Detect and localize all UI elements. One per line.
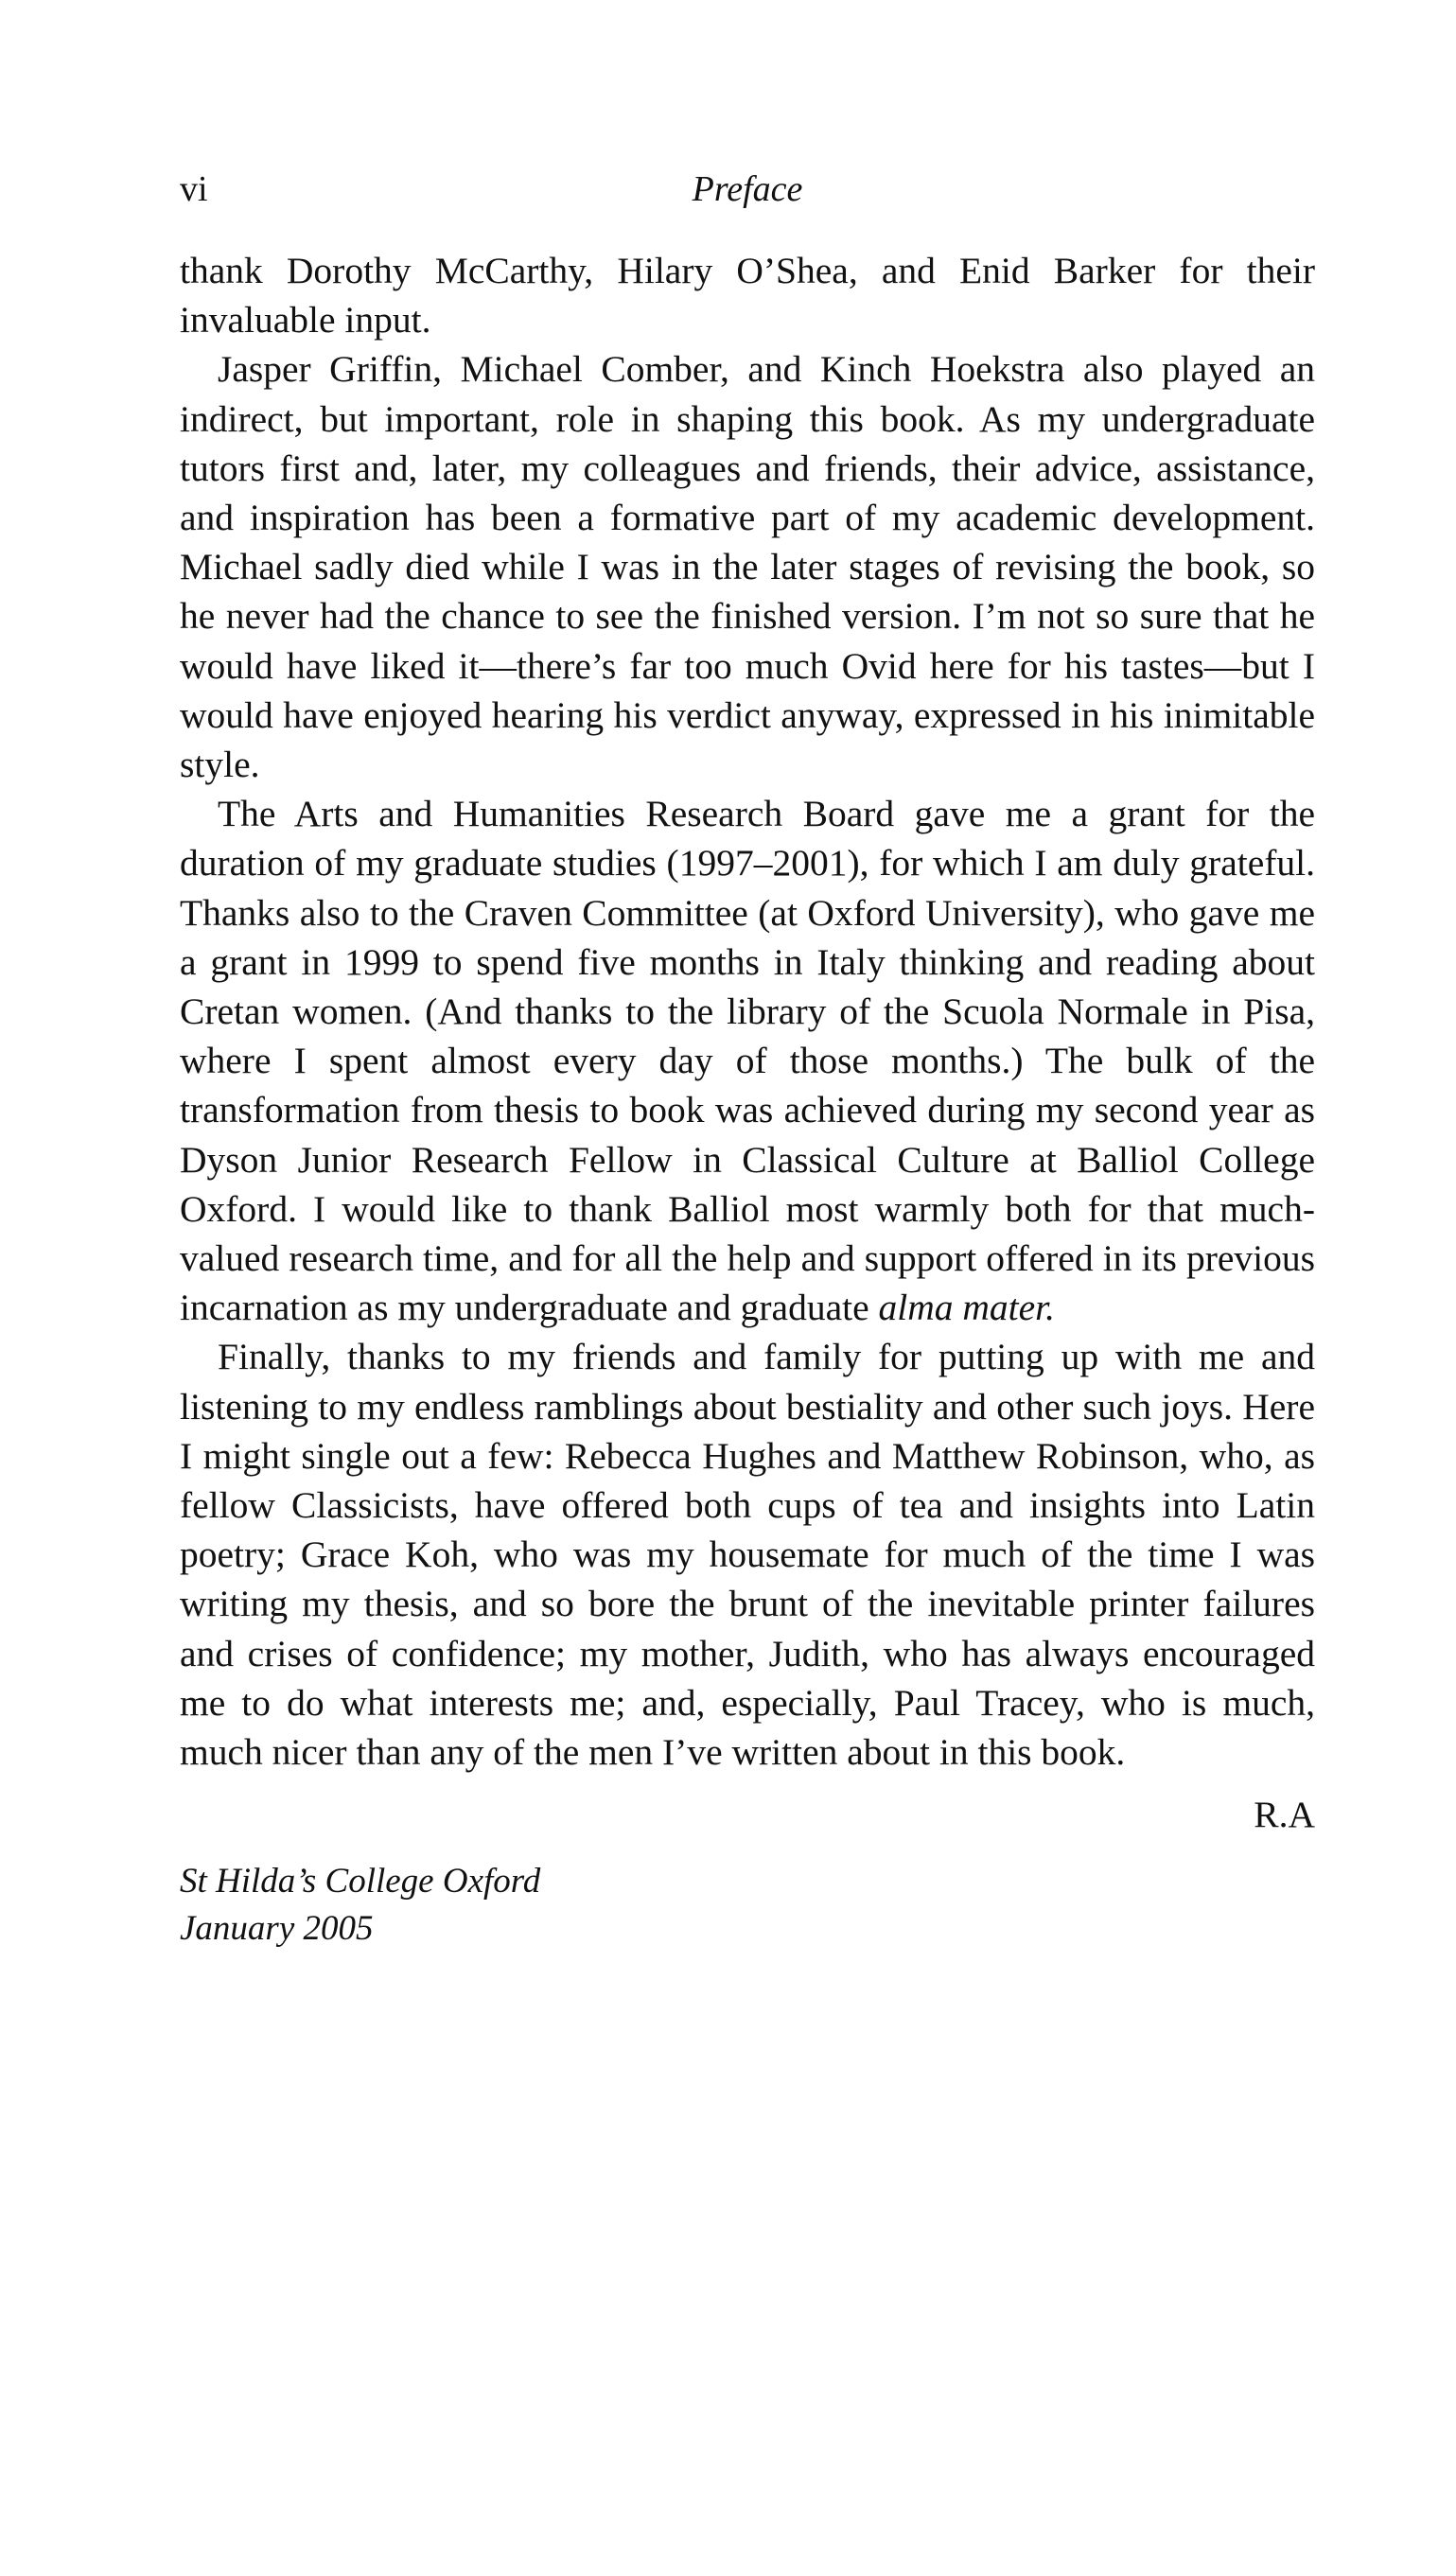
alma-mater-italic: alma mater. bbox=[878, 1287, 1056, 1329]
book-page bbox=[180, 161, 1315, 1953]
running-head-title: Preface bbox=[692, 169, 803, 209]
paragraph-funding bbox=[180, 789, 1315, 1332]
author-initials: R.A bbox=[1254, 1794, 1315, 1836]
page-number: vi bbox=[180, 169, 208, 209]
running-head bbox=[180, 161, 1315, 218]
paragraph-funding-text: The Arts and Humanities Research Board gave me a grant for the duration of my graduate studies (1997–2001), for which I am duly grateful. Thanks also to the Craven Committee (at Oxford University), who gave me a grant in 1999 to spend five months in Italy thinking and reading about Cretan women. (And thanks to the library of the Scuola Normale in Pisa, where I spent almost every day of those months.) The bulk of the transformation from thesis to book was achieved during my second year as Dyson Junior Research Fellow in Classical Culture at Balliol College Oxford. I would like to thank Balliol most warmly both for that much-valued research time, and for all the help and support offered in its previous incarnation as my undergraduate and graduate bbox=[180, 793, 1315, 1329]
paragraph-continuation: thank Dorothy McCarthy, Hilary O’Shea, and Enid Barker for their invaluable input. bbox=[180, 250, 1315, 342]
paragraph-friends-family: Finally, thanks to my friends and family for putting up with me and listening to my endless ramblings about bestiality and other such joys. Here I might single out a few: Rebecca Hughes and Matthew Robinson, who, as fellow Classicists, have offered both cups of tea and insights into Latin poetry; Grace Koh, who was my housemate for much of the time I was writing my thesis, and so bore the brunt of the inevitable printer failures and crises of confidence; my mother, Judith, who has always encouraged me to do what interests me; and, especially, Paul Tracey, who is much, much nicer than any of the men I’ve written about in this book. bbox=[180, 1336, 1315, 1774]
paragraph-tutors: Jasper Griffin, Michael Comber, and Kinch Hoekstra also played an indirect, but important, role in shaping this book. As my undergraduate tutors first and, later, my colleagues and friends, their advice, assistance, and inspiration has been a formative part of my academic development. Michael sadly died while I was in the later stages of revising the book, so he never had the chance to see the finished version. I’m not so sure that he would have liked it—there’s far too much Ovid here for his tastes—but I would have enjoyed hearing his verdict anyway, expressed in his inimitable style. bbox=[180, 348, 1315, 786]
dateline bbox=[180, 1858, 1315, 1953]
body-text bbox=[180, 246, 1315, 1777]
dateline-place: St Hilda’s College Oxford bbox=[180, 1862, 541, 1901]
dateline-date: January 2005 bbox=[180, 1909, 374, 1949]
